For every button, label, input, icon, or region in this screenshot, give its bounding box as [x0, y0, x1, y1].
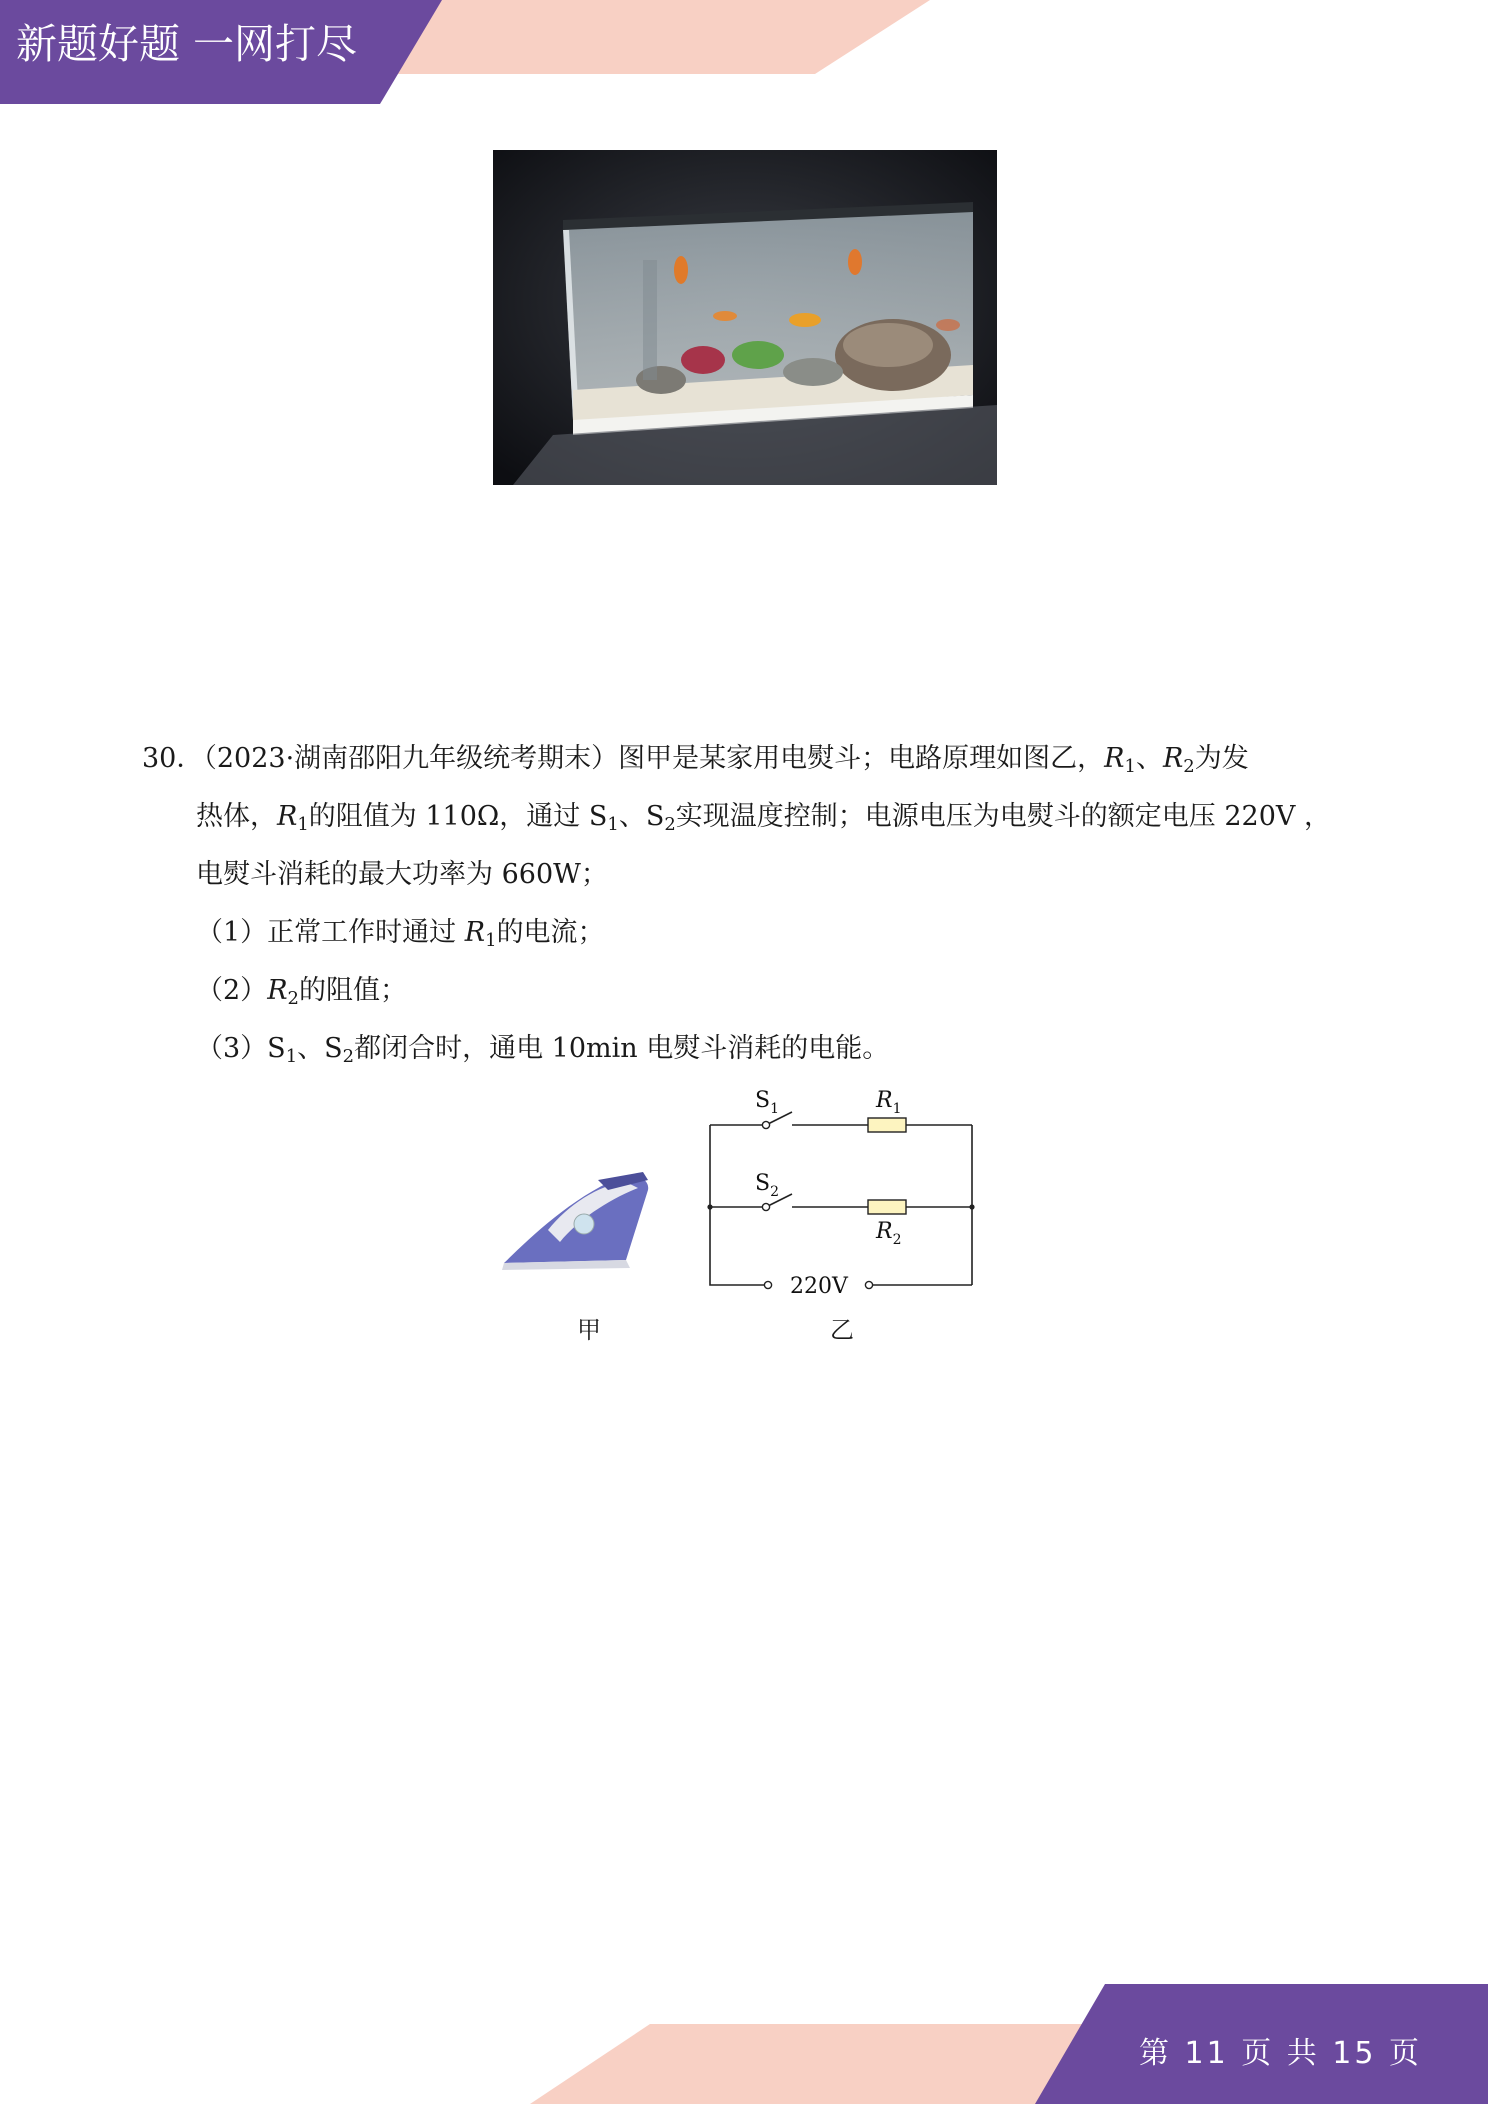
sub-question-text: （1）正常工作时通过 — [196, 917, 465, 948]
var-r: R — [267, 975, 288, 1006]
var-sub: 1 — [607, 814, 619, 835]
question-stem-line-1 — [142, 730, 1362, 788]
question-30 — [142, 730, 1362, 1078]
sub-question-3 — [142, 1020, 1362, 1078]
label-s2: S — [755, 1171, 771, 1196]
sub-question-2 — [142, 962, 1362, 1020]
var-sub: 2 — [342, 1046, 355, 1067]
label-voltage: 220V — [790, 1274, 848, 1299]
var-sub: 1 — [297, 814, 309, 835]
var-r: R — [1104, 743, 1125, 774]
sub-question-text: 的电流； — [496, 917, 605, 948]
sub-question-1 — [142, 904, 1362, 962]
svg-text:R2 — [875, 1219, 902, 1248]
var-sub: 2 — [1183, 756, 1195, 777]
label-r1-sub: 1 — [892, 1101, 902, 1117]
var-r: R — [1162, 743, 1184, 774]
svg-text:S2 — [755, 1171, 779, 1200]
var-sub: 2 — [287, 988, 299, 1009]
separator: 、 — [1135, 743, 1163, 774]
page-number: 第 11 页 共 15 页 — [1138, 2036, 1422, 2071]
svg-text:R1 — [875, 1088, 902, 1117]
var-sub: 1 — [1124, 756, 1136, 777]
question-source: （2023·湖南邵阳九年级统考期末） — [203, 743, 619, 774]
label-r2: R — [876, 1219, 893, 1244]
question-stem-line-3: 电熨斗消耗的最大功率为 660W； — [196, 859, 608, 890]
caption-jia: 甲 — [577, 1316, 601, 1344]
var-sub: 1 — [485, 930, 497, 951]
label-s1-sub: 1 — [770, 1101, 779, 1117]
sub-question-text: （2） — [196, 975, 268, 1006]
question-stem: 的阻值为 110Ω，通过 S — [308, 801, 608, 832]
question-stem: 、S — [618, 801, 665, 832]
sub-question-text: 、S — [297, 1033, 343, 1064]
iron-illustration — [498, 1160, 653, 1275]
svg-text:S1 — [755, 1088, 779, 1117]
label-r2-sub: 2 — [892, 1232, 902, 1248]
sub-question-text: 都闭合时，通电 10min 电熨斗消耗的电能。 — [354, 1033, 890, 1064]
sub-question-text: （3）S — [196, 1033, 286, 1064]
question-stem: 图甲是某家用电熨斗；电路原理如图乙， — [618, 743, 1105, 774]
var-r: R — [277, 801, 298, 832]
label-r1: R — [876, 1088, 893, 1113]
question-stem: 为发 — [1194, 743, 1249, 774]
question-stem: 热体， — [196, 801, 277, 832]
circuit-diagram — [700, 1080, 980, 1310]
var-r: R — [464, 917, 486, 948]
sub-question-text: 的阻值； — [298, 975, 407, 1006]
var-sub: 2 — [664, 814, 676, 835]
question-number: 30． — [142, 743, 204, 774]
aquarium-photo — [493, 150, 997, 485]
question-stem: 实现温度控制；电源电压为电熨斗的额定电压 220V ， — [675, 801, 1331, 832]
label-s2-sub: 2 — [770, 1184, 779, 1200]
label-s1: S — [755, 1088, 771, 1113]
var-sub: 1 — [285, 1046, 298, 1067]
question-stem-line-2 — [142, 788, 1362, 846]
caption-yi: 乙 — [830, 1316, 854, 1344]
header-title: 新题好题 一网打尽 — [16, 20, 358, 68]
